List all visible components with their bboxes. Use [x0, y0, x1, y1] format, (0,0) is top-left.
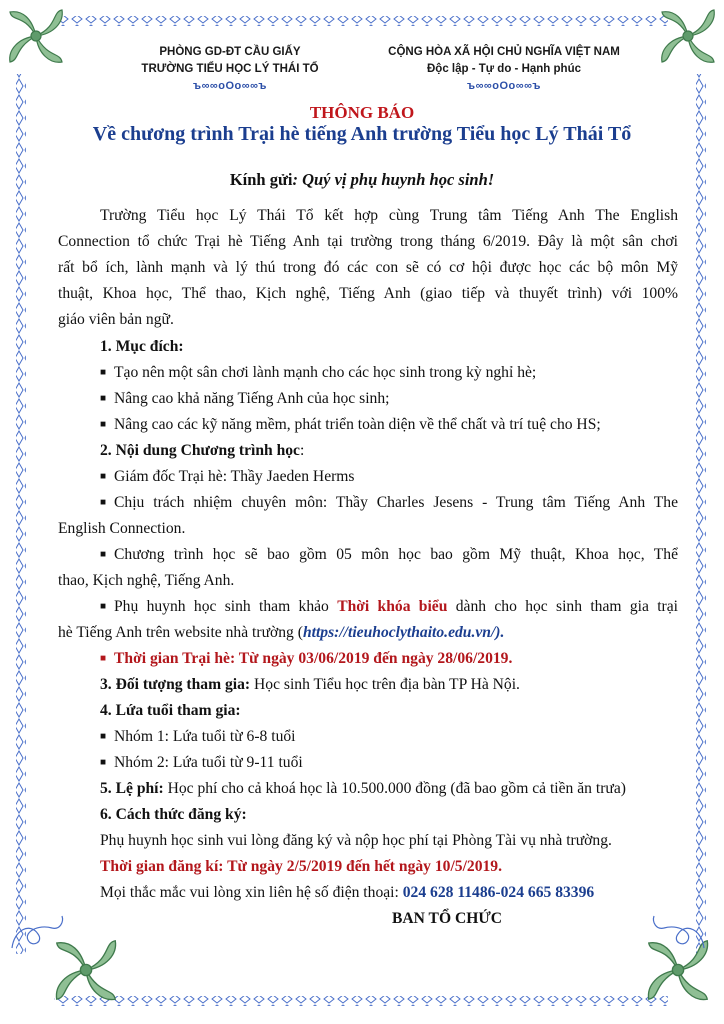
registration-deadline: Thời gian đăng kí: Từ ngày 2/5/2019 đến hết ngày 10/5/2019.: [100, 858, 503, 875]
list-item-text: hè Tiếng Anh trên website nhà trường (: [58, 624, 303, 641]
camp-dates: Thời gian Trại hè: Từ ngày 03/06/2019 đến ngày 28/06/2019.: [114, 650, 513, 667]
swirl-ornament-icon: [8, 912, 68, 952]
list-item-text: Chương trình học sẽ bao gồm 05 môn học bao gồm Mỹ thuật, Khoa học, Thể: [114, 546, 678, 563]
list-item-text: Tạo nên một sân chơi lành mạnh cho các học sinh trong kỳ nghỉ hè;: [114, 364, 537, 381]
list-item: [100, 364, 536, 382]
section-1-heading: 1. Mục đích:: [100, 338, 184, 355]
bullet-icon: ■: [100, 653, 107, 664]
list-item-text: Phụ huynh học sinh tham khảo: [114, 598, 338, 615]
national-motto-block: [374, 44, 634, 94]
bullet-icon: ■: [100, 367, 107, 378]
greeting: [0, 170, 724, 190]
section-2-colon: :: [299, 442, 305, 459]
list-item-continuation: English Connection.: [58, 520, 186, 537]
section-5-text: Học phí cho cả khoá học là 10.500.000 đồng (đã bao gồm cả tiền ăn trưa): [163, 780, 626, 797]
section-2-heading: [100, 442, 304, 460]
list-item: [100, 468, 355, 486]
list-item-continuation: [58, 624, 678, 642]
list-item-text: Nâng cao các kỹ năng mềm, phát triển toàn diện về thể chất và trí tuệ cho HS;: [114, 416, 601, 433]
section-3-heading: 3. Đối tượng tham gia:: [100, 676, 251, 693]
list-item: [100, 390, 389, 408]
section-6-heading: 6. Cách thức đăng ký:: [100, 806, 247, 823]
bullet-icon: ■: [100, 731, 107, 742]
list-item-text: Giám đốc Trại hè: Thầy Jaeden Herms: [114, 468, 355, 485]
section-2-heading-text: 2. Nội dung Chương trình học: [100, 442, 300, 459]
list-item-text: dành cho học sinh tham gia trại: [447, 598, 678, 615]
list-item-text: Chịu trách nhiệm chuyên môn: Thầy Charles Jesens - Trung tâm Tiếng Anh The: [114, 494, 678, 511]
section-5-heading: 5. Lệ phí:: [100, 780, 164, 797]
list-item-text: Nâng cao khả năng Tiếng Anh của học sinh;: [114, 390, 390, 407]
list-item: [100, 598, 678, 616]
bullet-icon: ■: [100, 419, 107, 430]
section-3-text: Học sinh Tiểu học trên địa bàn TP Hà Nội.: [250, 676, 520, 693]
contact-phone: 024 628 11486-024 665 83396: [402, 884, 595, 901]
greeting-target: : Quý vị phụ huynh học sinh!: [292, 170, 495, 189]
school-name: TRƯỜNG TIỂU HỌC LÝ THÁI TỔ: [141, 63, 319, 75]
section-5: [100, 780, 626, 798]
intro-line-2: Connection tổ chức Trại hè Tiếng Anh tại trường trong tháng 6/2019. Đây là một sân chơi: [58, 233, 678, 250]
intro-line-4: thuật, Khoa học, Thể thao, Kịch nghệ, Tiếng Anh (giao tiếp và thuyết trình) với 100%: [58, 285, 678, 302]
list-item-text: Nhóm 2: Lứa tuổi từ 9-11 tuổi: [114, 754, 303, 771]
swirl-ornament-icon: [648, 912, 708, 952]
intro-line-5: giáo viên bản ngữ.: [58, 311, 174, 328]
bullet-icon: ■: [100, 757, 107, 768]
country-name: CỘNG HÒA XÃ HỘI CHỦ NGHĨA VIỆT NAM: [388, 46, 620, 58]
notice-title: THÔNG BÁO: [309, 103, 415, 122]
motto: Độc lập - Tự do - Hạnh phúc: [427, 63, 581, 75]
list-item: [100, 546, 678, 564]
contact-line: [100, 884, 594, 902]
list-item: [100, 416, 601, 434]
timetable-highlight: Thời khóa biểu: [337, 598, 448, 615]
bullet-icon: ■: [100, 393, 107, 404]
list-item: [100, 494, 678, 512]
list-item: [100, 650, 512, 668]
ornament-right: ъ∞∞oOo∞∞ъ: [467, 80, 541, 92]
signature: BAN TỔ CHỨC: [392, 910, 503, 927]
bullet-icon: ■: [100, 497, 107, 508]
bullet-icon: ■: [100, 549, 107, 560]
list-item: [100, 754, 303, 772]
department-name: PHÒNG GD-ĐT CẦU GIẤY: [159, 46, 301, 58]
contact-label: Mọi thắc mắc vui lòng xin liên hệ số điện thoại:: [100, 884, 403, 901]
notice-subtitle: Về chương trình Trại hè tiếng Anh trường Tiểu học Lý Thái Tổ: [92, 123, 632, 145]
document-header: [0, 44, 724, 104]
registration-text: Phụ huynh học sinh vui lòng đăng ký và nộp học phí tại Phòng Tài vụ nhà trường.: [100, 832, 612, 849]
list-item-continuation: thao, Kịch nghệ, Tiếng Anh.: [58, 572, 235, 589]
school-website-link[interactable]: https://tieuhoclythaito.edu.vn/).: [302, 624, 505, 641]
ornament-left: ъ∞∞oOo∞∞ъ: [193, 80, 267, 92]
bullet-icon: ■: [100, 601, 107, 612]
intro-line-1: Trường Tiểu học Lý Thái Tổ kết hợp cùng Trung tâm Tiếng Anh The English: [100, 207, 678, 224]
list-item-text: Nhóm 1: Lứa tuổi từ 6-8 tuổi: [114, 728, 296, 745]
list-item: [100, 728, 296, 746]
greeting-label: Kính gửi: [229, 170, 293, 189]
section-3: [100, 676, 520, 694]
school-block: [130, 44, 330, 94]
section-4-heading: 4. Lứa tuổi tham gia:: [100, 702, 241, 719]
intro-line-3: rất bổ ích, lành mạnh và lý thú trong đó các con sẽ có cơ hội được học các bộ môn Mỹ: [58, 259, 678, 276]
bullet-icon: ■: [100, 471, 107, 482]
